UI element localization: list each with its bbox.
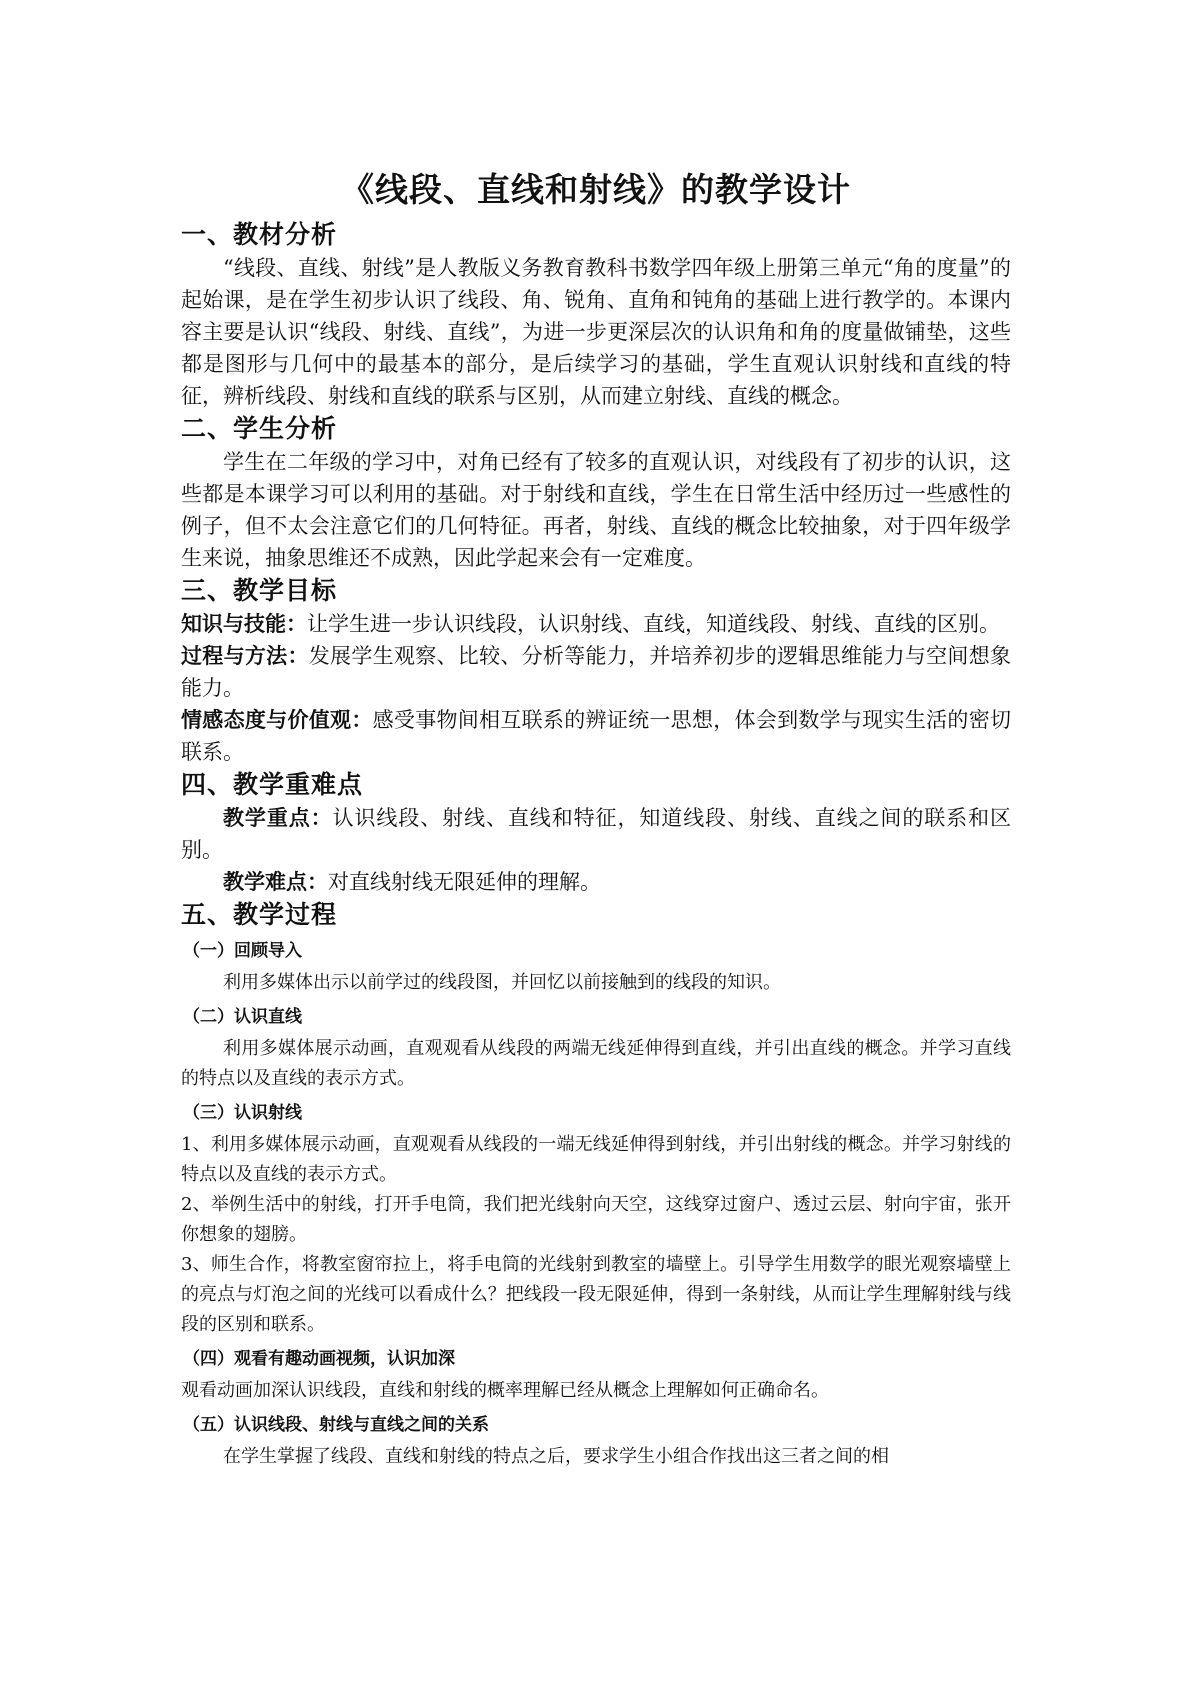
goal-process-method-label: 过程与方法： bbox=[181, 644, 309, 668]
goal-attitude-values-label: 情感态度与价值观： bbox=[181, 708, 373, 732]
difficult-point-label: 教学难点： bbox=[223, 870, 328, 894]
list-item-ray-2: 2、举例生活中的射线，打开手电筒，我们把光线射向天空，这线穿过窗户、透过云层、射向宇宙，张开你想象的翅膀。 bbox=[181, 1194, 1011, 1245]
paragraph-textbook-analysis: “线段、直线、射线”是人教版义务教育教科书数学四年级上册第三单元“角的度量”的起始课，是在学生初步认识了线段、角、锐角、直角和钝角的基础上进行教学的。本课内容主要是认识“线段、射线、直线”，为进一步更深层次的认识角和角的度量做铺垫，这些都是图形与几何中的最基本的部分，是后续学习的基础，学生直观认识射线和直线的特征，辨析线段、射线和直线的联系与区别，从而建立射线、直线的概念。 bbox=[181, 256, 1011, 408]
subheading-review-intro: （一）回顾导入 bbox=[183, 941, 302, 961]
document-title: 《线段、直线和射线》的教学设计 bbox=[341, 170, 851, 209]
section-heading-textbook-analysis: 一、教材分析 bbox=[181, 220, 338, 249]
subheading-relationship: （五）认识线段、射线与直线之间的关系 bbox=[183, 1415, 489, 1435]
goal-knowledge-skills bbox=[181, 608, 1011, 640]
goal-process-method-text: 发展学生观察、比较、分析等能力，并培养初步的逻辑思维能力与空间想象能力。 bbox=[181, 644, 1012, 700]
key-point bbox=[181, 802, 1011, 866]
paragraph-student-analysis: 学生在二年级的学习中，对角已经有了较多的直观认识，对线段有了初步的认识，这些都是本课学习可以利用的基础。对于射线和直线，学生在日常生活中经历过一些感性的例子，但不太会注意它们的几何特征。再者，射线、直线的概念比较抽象，对于四年级学生来说，抽象思维还不成熟，因此学起来会有一定难度。 bbox=[181, 450, 1011, 570]
difficult-point-text: 对直线射线无限延伸的理解。 bbox=[328, 870, 601, 894]
goal-process-method bbox=[181, 640, 1011, 704]
goal-attitude-values-text: 感受事物间相互联系的辨证统一思想，体会到数学与现实生活的密切联系。 bbox=[181, 708, 1012, 764]
section-heading-teaching-process: 五、教学过程 bbox=[181, 900, 338, 929]
paragraph-relationship: 在学生掌握了线段、直线和射线的特点之后，要求学生小组合作找出这三者之间的相 bbox=[223, 1446, 889, 1467]
paragraph-watch-video: 观看动画加深认识线段，直线和射线的概率理解已经从概念上理解如何正确命名。 bbox=[181, 1380, 829, 1401]
goal-attitude-values bbox=[181, 704, 1011, 768]
section-heading-teaching-goals: 三、教学目标 bbox=[181, 576, 338, 605]
document-page bbox=[181, 0, 1011, 1684]
key-point-label: 教学重点： bbox=[223, 806, 333, 830]
paragraph-review-intro: 利用多媒体出示以前学过的线段图，并回忆以前接触到的线段的知识。 bbox=[223, 972, 781, 993]
subheading-know-ray: （三）认识射线 bbox=[183, 1103, 302, 1123]
document-body bbox=[181, 218, 1011, 1472]
key-point-text: 认识线段、射线、直线和特征，知道线段、射线、直线之间的联系和区别。 bbox=[181, 806, 1012, 862]
paragraph-know-line: 利用多媒体展示动画，直观观看从线段的两端无线延伸得到直线，并引出直线的概念。并学习直线的特点以及直线的表示方式。 bbox=[181, 1038, 1011, 1089]
list-item-ray-3: 3、师生合作，将教室窗帘拉上，将手电筒的光线射到教室的墙壁上。引导学生用数学的眼光观察墙壁上的亮点与灯泡之间的光线可以看成什么？把线段一段无限延伸，得到一条射线，从而让学生理解射线与线段的区别和联系。 bbox=[181, 1254, 1011, 1335]
goal-knowledge-skills-text: 让学生进一步认识线段，认识射线、直线，知道线段、射线、直线的区别。 bbox=[307, 612, 1000, 636]
goal-knowledge-skills-label: 知识与技能： bbox=[181, 612, 307, 636]
list-item-ray-1: 1、利用多媒体展示动画，直观观看从线段的一端无线延伸得到射线，并引出射线的概念。并学习射线的特点以及直线的表示方式。 bbox=[181, 1134, 1011, 1185]
subheading-know-line: （二）认识直线 bbox=[183, 1007, 302, 1027]
section-heading-student-analysis: 二、学生分析 bbox=[181, 414, 338, 443]
section-heading-key-difficult-points: 四、教学重难点 bbox=[181, 770, 364, 799]
difficult-point bbox=[181, 866, 1011, 898]
subheading-watch-video: （四）观看有趣动画视频，认识加深 bbox=[183, 1349, 455, 1369]
